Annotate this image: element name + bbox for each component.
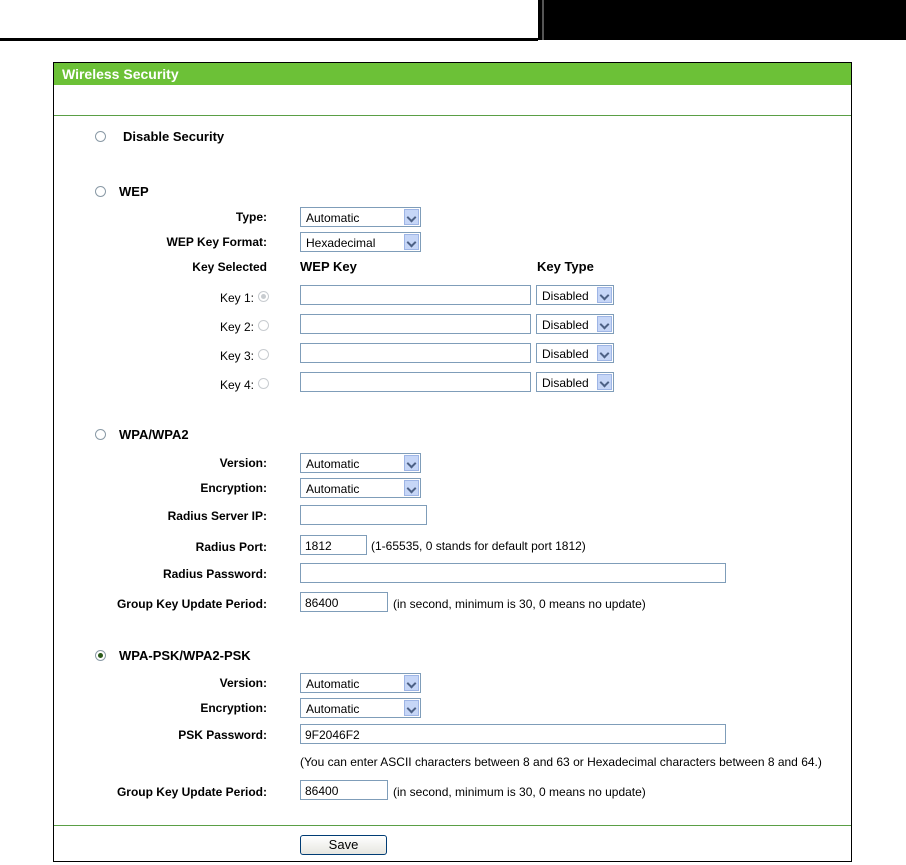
psk-gkup-label: Group Key Update Period: (116, 785, 267, 799)
radio-disable-security[interactable] (95, 131, 106, 142)
radius-password-label: Radius Password: (162, 567, 267, 581)
radius-port-note: (1-65535, 0 stands for default port 1812) (371, 539, 586, 553)
key4-label: Key 4: (219, 378, 254, 392)
chevron-down-icon (597, 287, 612, 303)
chevron-down-icon (404, 675, 419, 691)
disable-security-label: Disable Security (123, 129, 225, 144)
key2-radio[interactable] (258, 320, 269, 331)
wpa-version-select[interactable] (300, 453, 421, 473)
chevron-down-icon (404, 455, 419, 471)
key4-input[interactable] (300, 372, 531, 392)
key3-input[interactable] (300, 343, 531, 363)
radius-port-label: Radius Port: (195, 540, 267, 554)
key1-radio[interactable] (258, 291, 269, 302)
radio-wpa-wpa2[interactable] (95, 429, 106, 440)
key1-type-select[interactable] (536, 285, 614, 305)
key2-input[interactable] (300, 314, 531, 334)
wep-format-value: Hexadecimal (306, 236, 376, 250)
divider-bottom (54, 825, 851, 826)
header-block (538, 0, 906, 40)
key4-radio[interactable] (258, 378, 269, 389)
wpa-gkup-input[interactable]: 86400 (300, 592, 388, 612)
radio-wep[interactable] (95, 186, 106, 197)
wep-type-label: Type: (235, 210, 267, 224)
key4-type-select[interactable] (536, 372, 614, 392)
key3-type-value: Disabled (542, 347, 589, 361)
psk-label: WPA-PSK/WPA2-PSK (119, 648, 251, 663)
key-type-header: Key Type (537, 259, 594, 274)
wpa-version-value: Automatic (306, 457, 360, 471)
radius-password-input[interactable] (300, 563, 726, 583)
key2-label: Key 2: (219, 320, 254, 334)
key2-type-value: Disabled (542, 318, 589, 332)
page-title: Wireless Security (62, 66, 179, 82)
chevron-down-icon (404, 700, 419, 716)
chevron-down-icon (404, 209, 419, 225)
psk-version-value: Automatic (306, 677, 360, 691)
psk-encryption-label: Encryption: (200, 701, 267, 715)
panel-titlebar (54, 63, 851, 85)
chevron-down-icon (597, 374, 612, 390)
key1-label: Key 1: (219, 291, 254, 305)
wep-key-header: WEP Key (300, 259, 357, 274)
header-rule (0, 38, 538, 41)
wep-label: WEP (119, 184, 149, 199)
wpa-gkup-label: Group Key Update Period: (116, 597, 267, 611)
key3-radio[interactable] (258, 349, 269, 360)
wpa-encryption-label: Encryption: (200, 481, 267, 495)
wpa-label: WPA/WPA2 (119, 427, 189, 442)
wpa-gkup-note: (in second, minimum is 30, 0 means no update) (393, 597, 646, 611)
key3-type-select[interactable] (536, 343, 614, 363)
divider-top (54, 115, 851, 116)
radius-port-input[interactable]: 1812 (300, 535, 367, 555)
wep-type-value: Automatic (306, 211, 360, 225)
key-selected-header: Key Selected (192, 260, 267, 274)
chevron-down-icon (597, 316, 612, 332)
psk-version-select[interactable] (300, 673, 421, 693)
psk-gkup-input[interactable]: 86400 (300, 780, 388, 800)
chevron-down-icon (597, 345, 612, 361)
key2-type-select[interactable] (536, 314, 614, 334)
wep-format-select[interactable] (300, 232, 421, 252)
chevron-down-icon (404, 234, 419, 250)
wpa-encryption-select[interactable] (300, 478, 421, 498)
psk-encryption-select[interactable] (300, 698, 421, 718)
psk-encryption-value: Automatic (306, 702, 360, 716)
chevron-down-icon (404, 480, 419, 496)
radio-wpa-psk[interactable] (95, 650, 106, 661)
wep-type-select[interactable] (300, 207, 421, 227)
psk-password-input[interactable]: 9F2046F2 (300, 724, 726, 744)
wep-format-label: WEP Key Format: (166, 235, 267, 249)
key3-label: Key 3: (219, 349, 254, 363)
key1-type-value: Disabled (542, 289, 589, 303)
key1-input[interactable] (300, 285, 531, 305)
radius-ip-label: Radius Server IP: (167, 509, 267, 523)
radius-ip-input[interactable] (300, 505, 427, 525)
psk-password-note: (You can enter ASCII characters between 8 and 63 or Hexadecimal characters between 8 and 64.) (300, 755, 822, 769)
psk-password-label: PSK Password: (178, 728, 267, 742)
psk-version-label: Version: (219, 676, 267, 690)
save-button[interactable]: Save (300, 835, 387, 855)
psk-gkup-note: (in second, minimum is 30, 0 means no update) (393, 785, 646, 799)
wpa-version-label: Version: (219, 456, 267, 470)
wpa-encryption-value: Automatic (306, 482, 360, 496)
key4-type-value: Disabled (542, 376, 589, 390)
